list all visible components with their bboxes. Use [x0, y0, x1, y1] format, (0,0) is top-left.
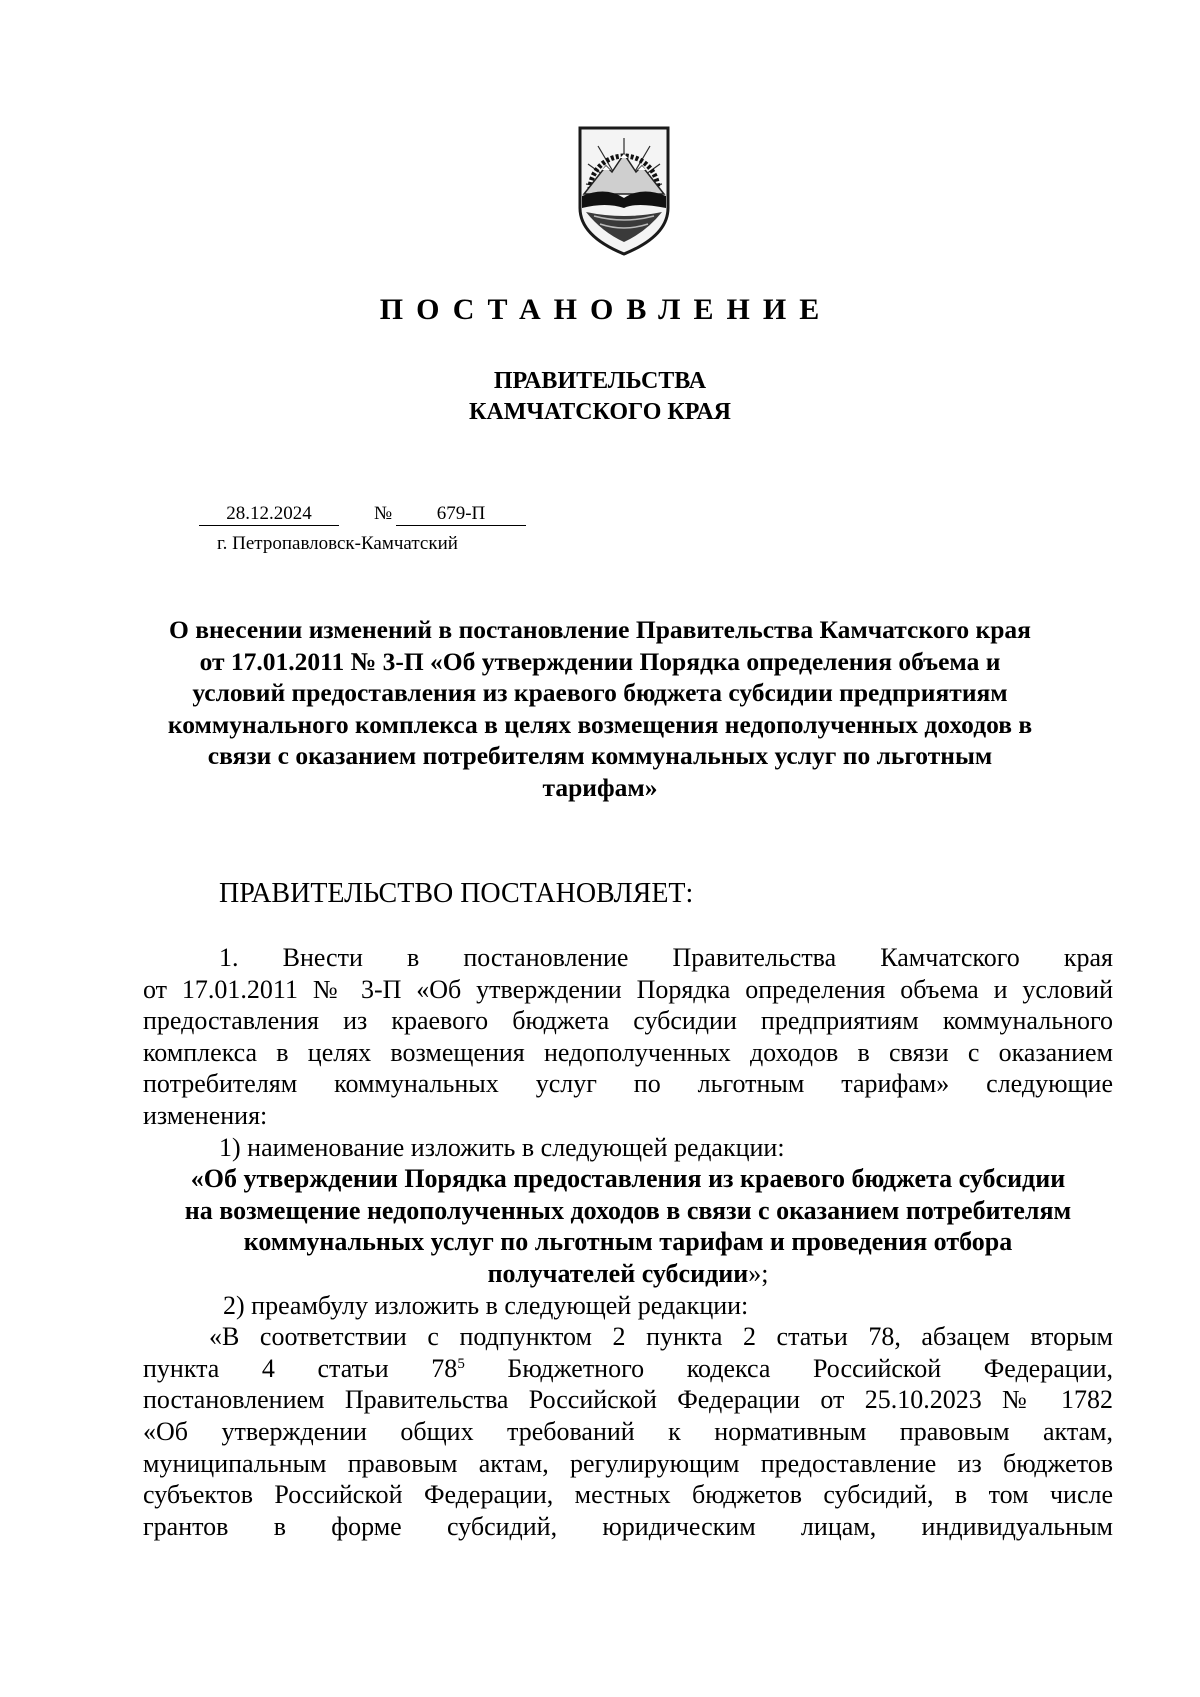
decree-type-heading: ПОСТАНОВЛЕНИЕ	[379, 293, 833, 326]
new-name-end: »;	[748, 1258, 769, 1288]
paragraph-line: комплекса в целях возмещения недополученных доходов в связи с оказанием	[143, 1037, 1113, 1067]
preamble-line2-before: пункта 4 статьи 78	[143, 1353, 458, 1383]
decree-number: 679-П	[396, 503, 526, 526]
paragraph-1	[143, 942, 1113, 1542]
decree-title	[134, 614, 1066, 804]
title-line: О внесении изменений в постановление Правительства Камчатского края	[169, 615, 1031, 644]
new-name-last-bold: получателей субсидии	[487, 1258, 749, 1288]
new-name-line: коммунальных услуг по льготным тарифам и проведения отбора	[243, 1227, 1013, 1257]
kamchatka-coat-of-arms-icon	[576, 124, 672, 258]
paragraph-line: 1. Внести в постановление Правительства Камчатского края	[219, 943, 1113, 972]
preamble-line: грантов в форме субсидий, юридическим лицам, индивидуальным	[143, 1511, 1113, 1541]
preamble-line: постановлением Правительства Российской Федерации от 25.10.2023 № 1782	[143, 1385, 1113, 1415]
preamble-line: «Об утверждении общих требований к нормативным правовым актам,	[143, 1416, 1113, 1446]
preamble-line	[143, 1353, 1113, 1385]
title-line: условий предоставления из краевого бюджета субсидии предприятиям	[192, 678, 1008, 708]
authority-line-1: ПРАВИТЕЛЬСТВА	[493, 368, 707, 394]
preamble-line: муниципальным правовым актам, регулирующим предоставление из бюджетов	[143, 1448, 1113, 1478]
title-line: тарифам»	[542, 772, 658, 802]
number-sign: №	[374, 503, 393, 524]
article-superscript: 5	[457, 1355, 465, 1372]
new-name-line: «Об утверждении Порядка предоставления из краевого бюджета субсидии	[190, 1164, 1066, 1194]
new-name-last-line	[143, 1258, 1113, 1290]
preamble-line2-after: Бюджетного кодекса Российской Федерации,	[464, 1353, 1113, 1383]
paragraph-line: от 17.01.2011 № 3-П «Об утверждении Порядка определения объема и условий	[143, 974, 1113, 1004]
decree-city: г. Петропавловск-Камчатский	[217, 533, 458, 554]
decree-date: 28.12.2024	[199, 503, 339, 526]
title-line: от 17.01.2011 № 3-П «Об утверждении Порядка определения объема и	[199, 646, 1001, 676]
preamble-line: субъектов Российской Федерации, местных бюджетов субсидий, в том числе	[143, 1480, 1113, 1510]
new-name-line: на возмещение недополученных доходов в связи с оказанием потребителям	[184, 1195, 1072, 1225]
paragraph-line: предоставления из краевого бюджета субсидии предприятиям коммунального	[143, 1006, 1113, 1036]
authority-line-2: КАМЧАТСКОГО КРАЯ	[468, 399, 732, 425]
item-2-intro: 2) преамбулу изложить в следующей редакции:	[223, 1290, 749, 1320]
resolves-clause: ПРАВИТЕЛЬСТВО ПОСТАНОВЛЯЕТ:	[219, 878, 694, 909]
title-line: связи с оказанием потребителям коммунальных услуг по льготным	[207, 741, 993, 771]
paragraph-line: потребителям коммунальных услуг по льготным тарифам» следующие	[143, 1069, 1113, 1099]
item-1-intro: 1) наименование изложить в следующей редакции:	[219, 1132, 785, 1162]
preamble-line: «В соответствии с подпунктом 2 пункта 2 статьи 78, абзацем вторым	[209, 1322, 1113, 1352]
paragraph-line: изменения:	[143, 1100, 268, 1130]
title-line: коммунального комплекса в целях возмещения недополученных доходов в	[167, 709, 1033, 739]
